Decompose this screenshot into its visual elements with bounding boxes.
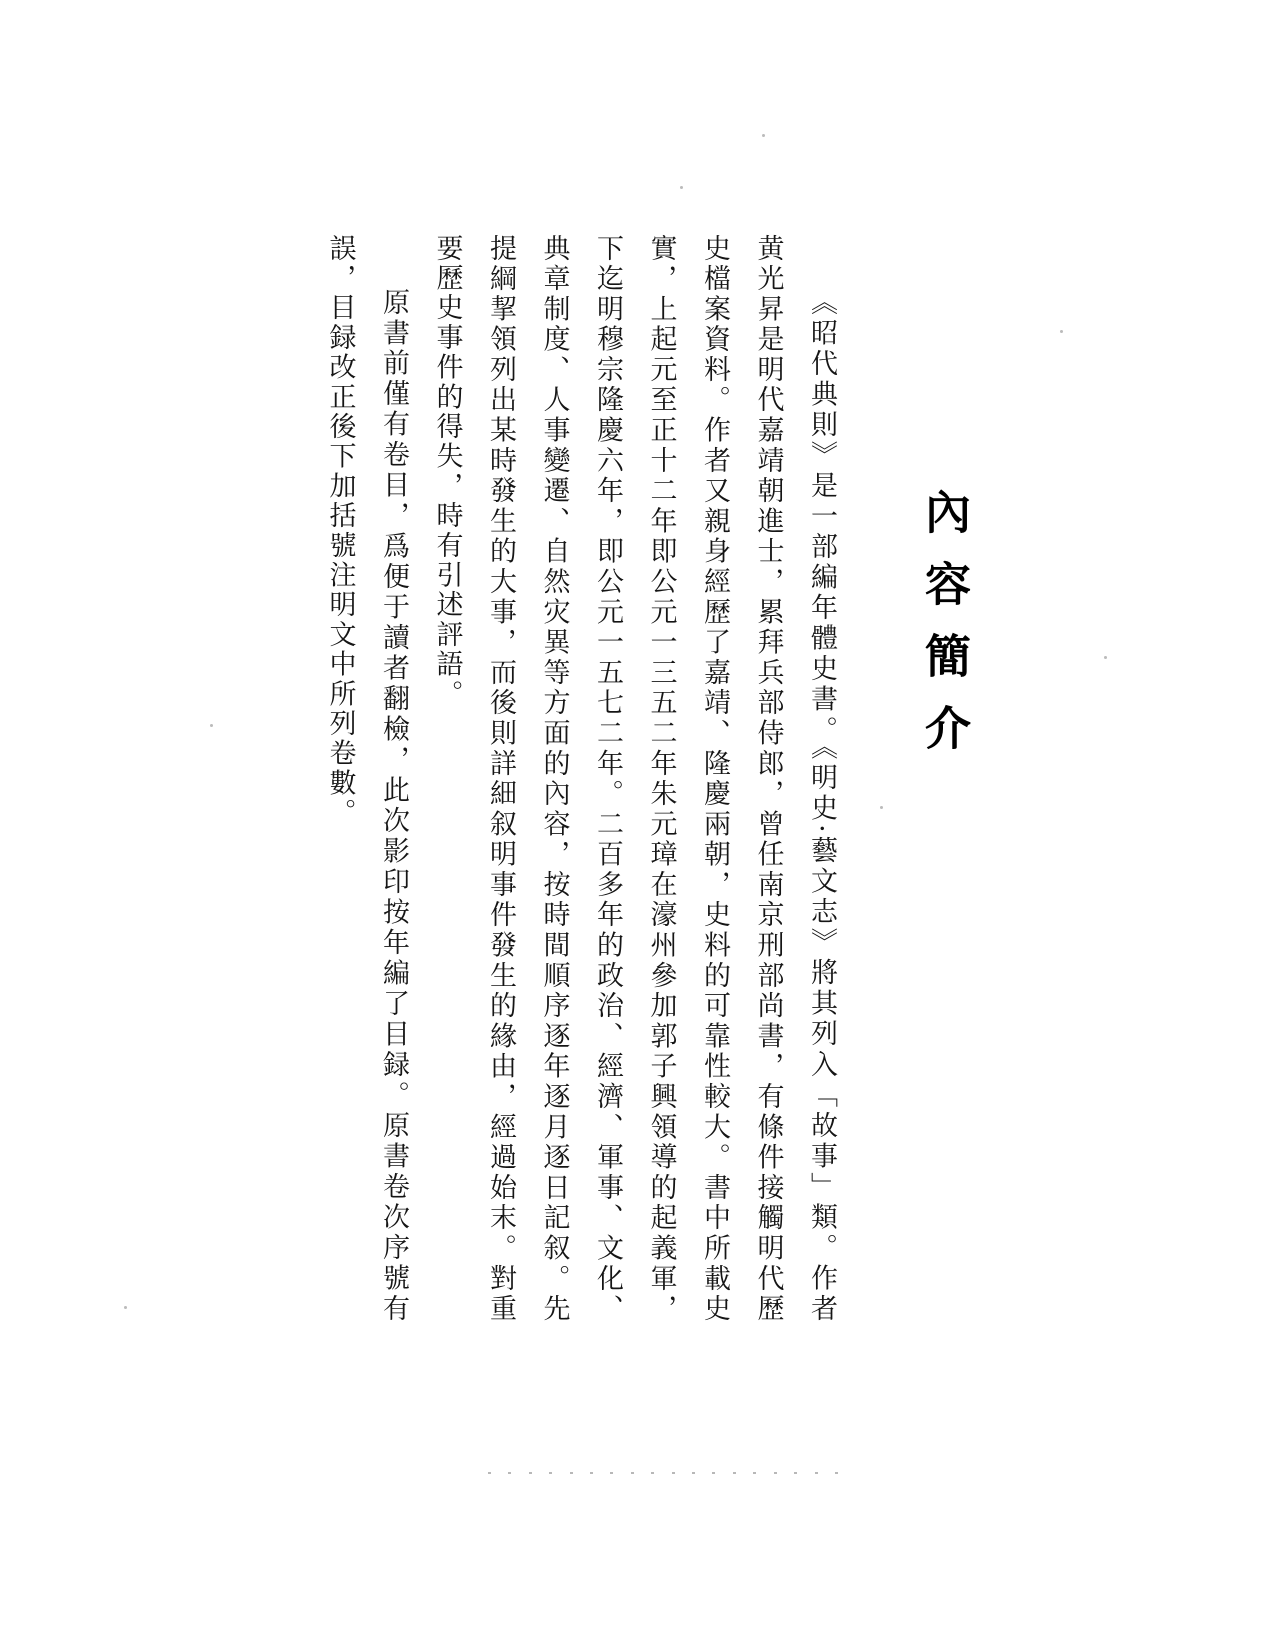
scan-speck bbox=[880, 806, 883, 809]
scan-speck bbox=[210, 724, 213, 727]
paragraph-1: 《昭代典則》是一部編年體史書。《明史·藝文志》將其列入「故事」類。作者黄光昇是明代嘉靖朝進士，累拜兵部侍郎，曾任南京刑部尚書，有條件接觸明代歷史檔案資料。作者又親身經歷了嘉靖、隆慶兩朝，史料的可靠性較大。書中所載史實，上起元至正十二年即公元一三五二年朱元璋在濠州參加郭子興領導的起義軍，下迄明穆宗隆慶六年，即公元一五七二年。二百多年的政治、經濟、軍事、文化、典章制度、人事變遷、自然灾異等方面的內容，按時間順序逐年逐月逐日記叙。先提綱挈領列出某時發生的大事，而後則詳細叙明事件發生的緣由，經過始末。對重要歷史事件的得失，時有引述評語。 bbox=[431, 234, 837, 1324]
scan-noise-footer bbox=[488, 1472, 838, 1476]
page-title: 內容簡介 bbox=[918, 488, 972, 776]
scan-speck bbox=[680, 186, 683, 189]
scan-speck bbox=[762, 134, 765, 137]
paragraph-2: 原書前僅有卷目，爲便于讀者翻檢，此次影印按年編了目録。原書卷次序號有誤，目録改正後下加括號注明文中所列卷數。 bbox=[324, 234, 409, 1324]
scan-speck bbox=[1060, 330, 1063, 333]
scan-speck bbox=[124, 1306, 127, 1309]
body-text bbox=[324, 234, 848, 1324]
scan-speck bbox=[1104, 656, 1107, 659]
